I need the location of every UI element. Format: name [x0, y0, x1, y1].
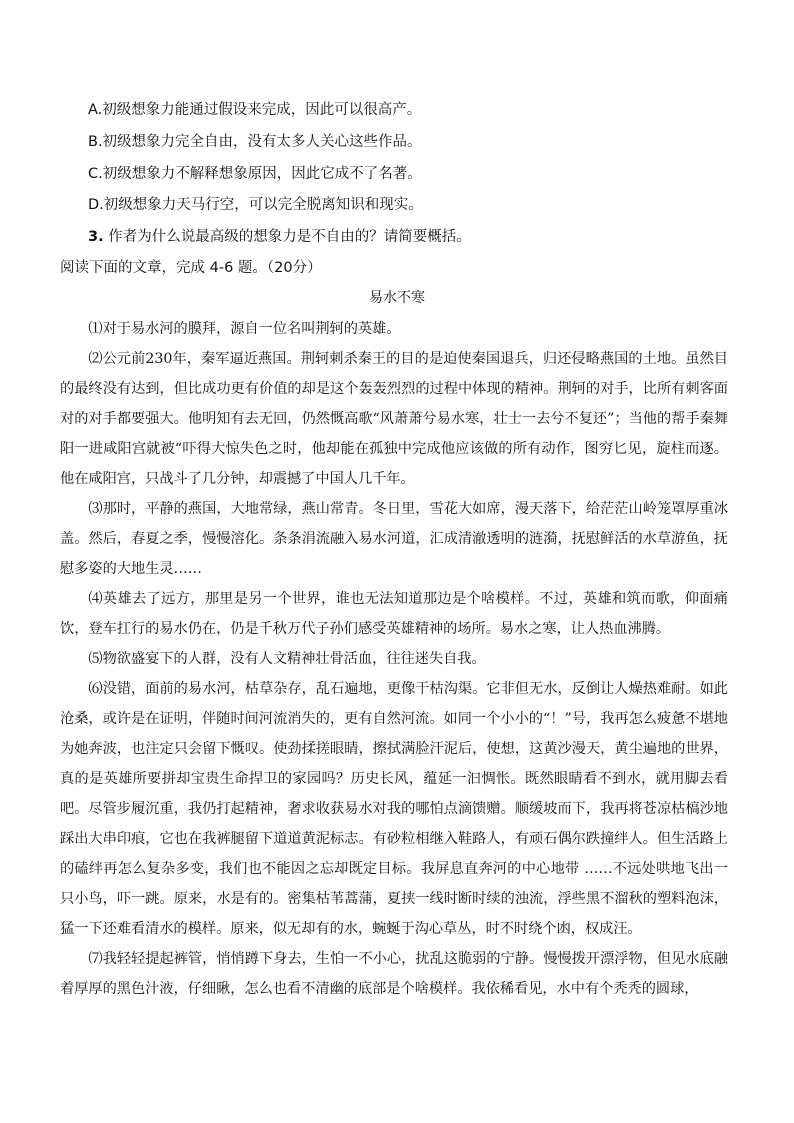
article-body	[60, 314, 728, 1004]
article-paragraph-7: ⑺我轻轻提起裤管，悄悄蹲下身去，生怕一不小心，扰乱这脆弱的宁静。慢慢拨开漂浮物，但见水底融着厚厚的黑色汁液，仔细瞅，怎么也看不清幽的底部是个啥模样。我依稀看见，水中有个秃秃的圆球，	[60, 951, 728, 997]
article-paragraph-4: ⑷英雄去了远方，那里是另一个世界，谁也无法知道那边是个啥模样。不过，英雄和筑而歌，仰面痛饮，登车扛行的易水仍在，仍是千秋万代子孙们感受英雄精神的场所。易水之寒，让人热血沸腾。	[60, 591, 728, 637]
article-title: 易水不寒	[369, 290, 425, 306]
article-paragraph-6: ⑹没错，面前的易水河，枯草杂存，乱石遍地，更像干枯沟渠。它非但无水，反倒让人燥热难耐。如此沧桑，或许是在证明，伴随时间河流消失的，更有自然河流。如同一个小小的“！”号，我再怎么疲惫不堪地为她奔波，也注定只会留下慨叹。使劲揉搓眼睛，擦拭满脸汗泥后，使想，这黄沙漫天，黄尘遍地的世界，真的是英雄所要拼却宝贵生命捍卫的家园吗？历史长风，蕴延一汩惆怅。既然眼睛看不到水，就用脚去看吧。尽管步履沉重，我仍打起精神，奢求收获易水对我的哪怕点滴馈赠。顺缓坡而下，我再将苍凉枯槁沙地踩出大串印痕，它也在我裤腿留下道道黄泥标志。有砂粒相继入鞋路人，有顽石偶尔跌撞绊人。但生活路上的磕绊再怎么复杂多变，我们也不能因之忘却既定目标。我屏息直奔河的中心地带 ……不远处哄地飞出一只小鸟，吓一跳。原来，水是有的。密集枯苇蒿蒲，夏挟一线时断时续的浊流，浮些黑不溜秋的塑料泡沫，猛一下还难看清水的模样。原来，似无却有的水，蜿蜒于沟心草丛，时不时绕个凼，权成汪。	[60, 681, 728, 937]
question-3-text: 作者为什么说最高级的想象力是不自由的？请简要概括。	[103, 229, 471, 245]
question-3	[88, 227, 471, 247]
reading-prompt: 阅读下面的文章，完成 4-6 题。（20分）	[60, 260, 322, 276]
article-paragraph-5: ⑸物欲盛宴下的人群，没有人文精神壮骨活血，往往迷失自我。	[88, 651, 486, 667]
option-c: C.初级想象力不解释想象原因，因此它成不了名著。	[88, 166, 422, 182]
article-paragraph-3: ⑶那时，平静的燕国，大地常绿，燕山常青。冬日里，雪花大如席，漫天落下，给茫茫山岭笼罩厚重冰盖。然后，春夏之季，慢慢溶化。条条涓流融入易水河道，汇成清澈透明的涟漪，抚慰鲜活的水草游鱼，抚慰多姿的大地生灵……	[60, 501, 728, 577]
option-b: B.初级想象力完全自由，没有太多人关心这些作品。	[88, 134, 422, 150]
option-d: D.初级想象力天马行空，可以完全脱离知识和现实。	[88, 197, 423, 213]
question-3-number: 3.	[88, 229, 104, 245]
article-paragraph-1: ⑴对于易水河的膜拜，源自一位名叫荆轲的英雄。	[88, 321, 401, 337]
option-a: A.初级想象力能通过假设来完成，因此可以很高产。	[88, 102, 422, 118]
article-paragraph-2: ⑵公元前230年，秦军逼近燕国。荆轲刺杀秦王的目的是迫使秦国退兵，归还侵略燕国的土地。虽然目的最终没有达到，但比成功更有价值的却是这个轰轰烈烈的过程中体现的精神。荆轲的对手，比所有刺客面对的对手都要强大。他明知有去无回，仍然慨高歌“风萧萧兮易水寒，壮士一去兮不复还”；当他的帮手秦舞阳一进咸阳宫就被“吓得大惊失色之时，他却能在孤独中完成他应该做的所有动作，图穷匕见，旋柱而逐。他在咸阳宫，只战斗了几分钟，却震撼了中国人几千年。	[60, 351, 728, 487]
